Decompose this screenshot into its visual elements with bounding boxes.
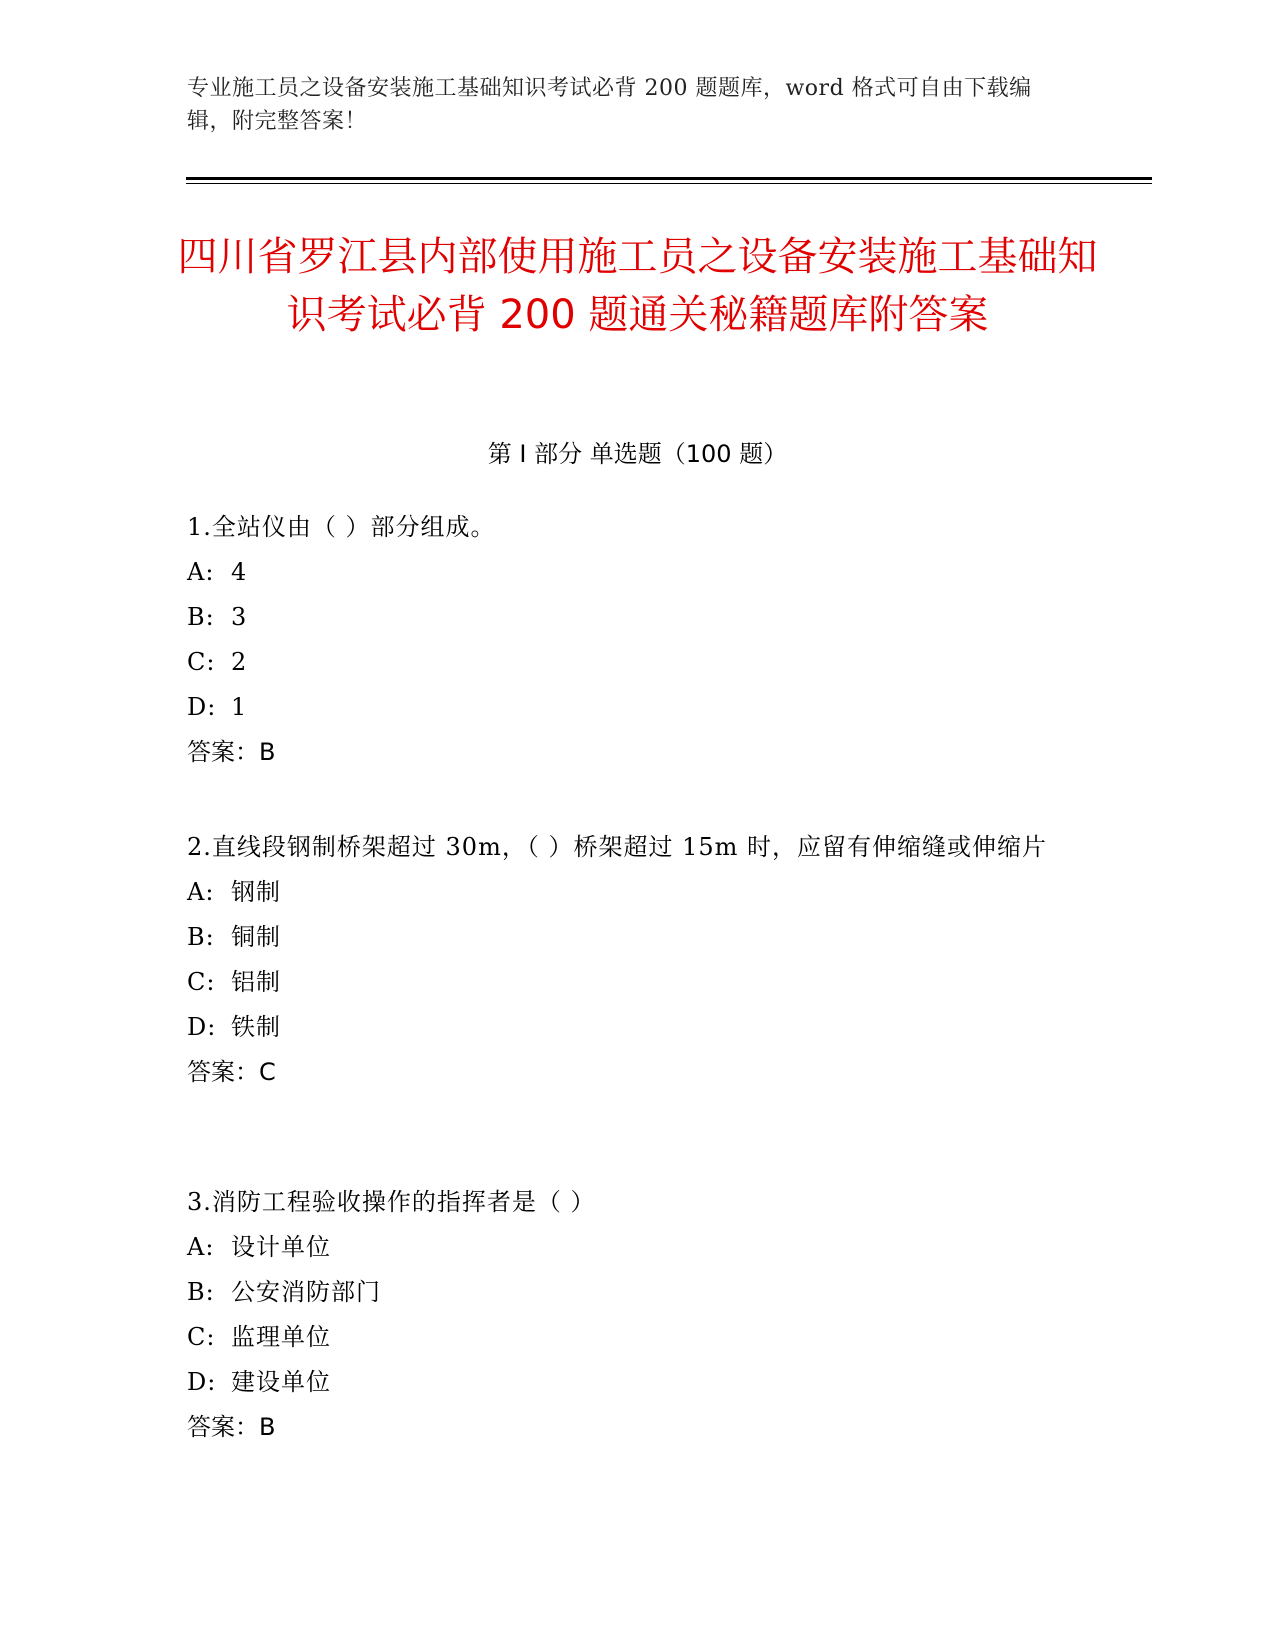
- option-text: 4: [231, 558, 248, 586]
- question-3: [187, 1180, 1067, 1450]
- option-key: C:: [187, 1323, 216, 1351]
- option-d: [187, 685, 1067, 730]
- option-text: 铝制: [231, 968, 281, 996]
- option-text: 监理单位: [231, 1323, 331, 1351]
- question-stem: 3.消防工程验收操作的指挥者是（ ）: [187, 1188, 596, 1216]
- option-key: D:: [187, 1013, 217, 1041]
- option-text: 建设单位: [231, 1368, 331, 1396]
- option-key: C:: [187, 968, 216, 996]
- question-stem: 2.直线段钢制桥架超过 30m，（ ）桥架超过 15m 时，应留有伸缩缝或伸缩片: [187, 833, 1048, 861]
- question-2: [187, 825, 1067, 1095]
- header-divider-thick: [186, 177, 1152, 180]
- option-key: B:: [187, 923, 215, 951]
- option-c: [187, 640, 1067, 685]
- option-text: 钢制: [231, 878, 281, 906]
- option-b: [187, 1270, 1067, 1315]
- header-divider-thin: [186, 183, 1152, 184]
- section-title: 第 I 部分 单选题（100 题）: [487, 440, 788, 468]
- question-stem: 1.全站仪由（ ）部分组成。: [187, 513, 496, 541]
- question-1: [187, 505, 1067, 775]
- option-key: B:: [187, 1278, 215, 1306]
- option-key: C:: [187, 648, 216, 676]
- option-c: [187, 1315, 1067, 1360]
- option-d: [187, 1360, 1067, 1405]
- option-text: 铁制: [231, 1013, 281, 1041]
- option-text: 设计单位: [231, 1233, 331, 1261]
- option-key: B:: [187, 603, 215, 631]
- option-text: 2: [231, 648, 248, 676]
- header-note: 专业施工员之设备安装施工基础知识考试必背 200 题题库，word 格式可自由下载编辑，附完整答案！: [187, 76, 1032, 134]
- option-key: A:: [187, 878, 215, 906]
- answer: 答案：B: [187, 1413, 276, 1441]
- option-a: [187, 550, 1067, 595]
- document-title: 四川省罗江县内部使用施工员之设备安装施工基础知识考试必背 200 题通关秘籍题库附答案: [177, 234, 1098, 338]
- option-a: [187, 1225, 1067, 1270]
- option-text: 1: [231, 693, 248, 721]
- option-b: [187, 595, 1067, 640]
- answer: 答案：C: [187, 1058, 276, 1086]
- option-b: [187, 915, 1067, 960]
- option-text: 铜制: [231, 923, 281, 951]
- option-key: D:: [187, 1368, 217, 1396]
- answer: 答案：B: [187, 738, 276, 766]
- option-key: D:: [187, 693, 217, 721]
- option-text: 公安消防部门: [231, 1278, 381, 1306]
- option-key: A:: [187, 1233, 215, 1261]
- option-key: A:: [187, 558, 215, 586]
- option-d: [187, 1005, 1067, 1050]
- option-a: [187, 870, 1067, 915]
- option-text: 3: [231, 603, 248, 631]
- option-c: [187, 960, 1067, 1005]
